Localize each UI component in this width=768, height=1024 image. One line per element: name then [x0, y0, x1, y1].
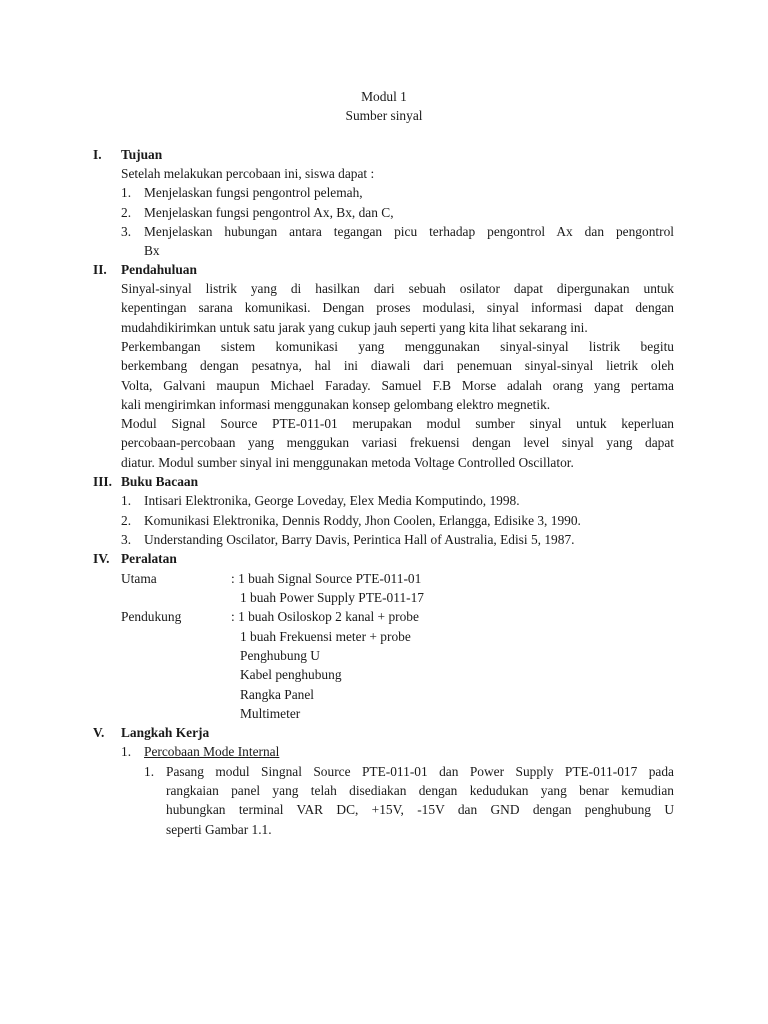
- section-title-buku: Buku Bacaan: [121, 474, 199, 489]
- subsection-title: Percobaan Mode Internal: [144, 744, 280, 759]
- paragraph-line: percobaan-percobaan yang menggukan variasi frekuensi dengan level sinyal yang dapat: [121, 435, 674, 450]
- equipment-item: : 1 buah Osiloskop 2 kanal + probe: [231, 609, 419, 624]
- paragraph-line: diatur. Modul sumber sinyal ini menggunakan metoda Voltage Controlled Oscillator.: [121, 455, 574, 470]
- tujuan-item: Menjelaskan fungsi pengontrol Ax, Bx, dan C,: [144, 205, 394, 220]
- step-line: hubungkan terminal VAR DC, +15V, -15V dan GND dengan penghubung U: [166, 802, 674, 817]
- section-number-pendahuluan: II.: [93, 262, 107, 277]
- equipment-item: 1 buah Frekuensi meter + probe: [240, 629, 411, 644]
- paragraph-line: berkembang dengan pesatnya, hal ini diawali dari penemuan sinyal-sinyal lietrik oleh: [121, 358, 674, 373]
- list-number: 1.: [121, 185, 132, 200]
- section-title-peralatan: Peralatan: [121, 551, 177, 566]
- list-number: 1.: [121, 744, 132, 759]
- step-line: rangkaian panel yang telah disediakan dengan kedudukan yang benar kemudian: [166, 783, 674, 798]
- module-subtitle: Sumber sinyal: [345, 108, 423, 123]
- section-number-buku: III.: [93, 474, 112, 489]
- equipment-item: 1 buah Power Supply PTE-011-17: [240, 590, 424, 605]
- section-number-peralatan: IV.: [93, 551, 110, 566]
- list-number: 2.: [121, 513, 132, 528]
- reference-item: Intisari Elektronika, George Loveday, Elex Media Komputindo, 1998.: [144, 493, 520, 508]
- section-number-langkah: V.: [93, 725, 105, 740]
- list-number: 3.: [121, 224, 132, 239]
- paragraph-line: Sinyal-sinyal listrik yang di hasilkan dari sebuah osilator dapat dipergunakan untuk: [121, 281, 674, 296]
- list-number: 1.: [121, 493, 132, 508]
- paragraph-line: Perkembangan sistem komunikasi yang menggunakan sinyal-sinyal listrik begitu: [121, 339, 674, 354]
- pendukung-label: Pendukung: [121, 609, 182, 624]
- tujuan-item: Menjelaskan fungsi pengontrol pelemah,: [144, 185, 363, 200]
- tujuan-intro: Setelah melakukan percobaan ini, siswa dapat :: [121, 166, 375, 181]
- utama-label: Utama: [121, 571, 157, 586]
- paragraph-line: kepentingan sarana komunikasi. Dengan proses modulasi, sinyal informasi dapat dengan: [121, 300, 674, 315]
- section-number-tujuan: I.: [93, 147, 102, 162]
- section-title-pendahuluan: Pendahuluan: [121, 262, 197, 277]
- step-line: seperti Gambar 1.1.: [166, 822, 272, 837]
- list-number: 2.: [121, 205, 132, 220]
- tujuan-item: Menjelaskan hubungan antara tegangan picu terhadap pengontrol Ax dan pengontrol: [144, 224, 674, 239]
- paragraph-line: Volta, Galvani maupun Michael Faraday. Samuel F.B Morse adalah orang yang pertama: [121, 378, 674, 393]
- equipment-item: Kabel penghubung: [240, 667, 342, 682]
- equipment-item: Multimeter: [240, 706, 301, 721]
- reference-item: Understanding Oscilator, Barry Davis, Perintica Hall of Australia, Edisi 5, 1987.: [144, 532, 575, 547]
- reference-item: Komunikasi Elektronika, Dennis Roddy, Jhon Coolen, Erlangga, Edisike 3, 1990.: [144, 513, 581, 528]
- equipment-item: Penghubung U: [240, 648, 320, 663]
- section-title-langkah: Langkah Kerja: [121, 725, 210, 740]
- paragraph-line: Modul Signal Source PTE-011-01 merupakan modul sumber sinyal untuk keperluan: [121, 416, 674, 431]
- list-number: 3.: [121, 532, 132, 547]
- step-line: Pasang modul Singnal Source PTE-011-01 dan Power Supply PTE-011-017 pada: [166, 764, 674, 779]
- section-title-tujuan: Tujuan: [121, 147, 163, 162]
- equipment-item: Rangka Panel: [240, 687, 315, 702]
- module-title: Modul 1: [361, 89, 407, 104]
- paragraph-line: mudahdikirimkan untuk satu jarak yang cukup jauh seperti yang kita lihat sekarang ini.: [121, 320, 588, 335]
- tujuan-item-continuation: Bx: [144, 243, 160, 258]
- equipment-item: : 1 buah Signal Source PTE-011-01: [231, 571, 422, 586]
- paragraph-line: kali mengirimkan informasi menggunakan konsep gelombang elektro megnetik.: [121, 397, 551, 412]
- list-number: 1.: [144, 764, 155, 779]
